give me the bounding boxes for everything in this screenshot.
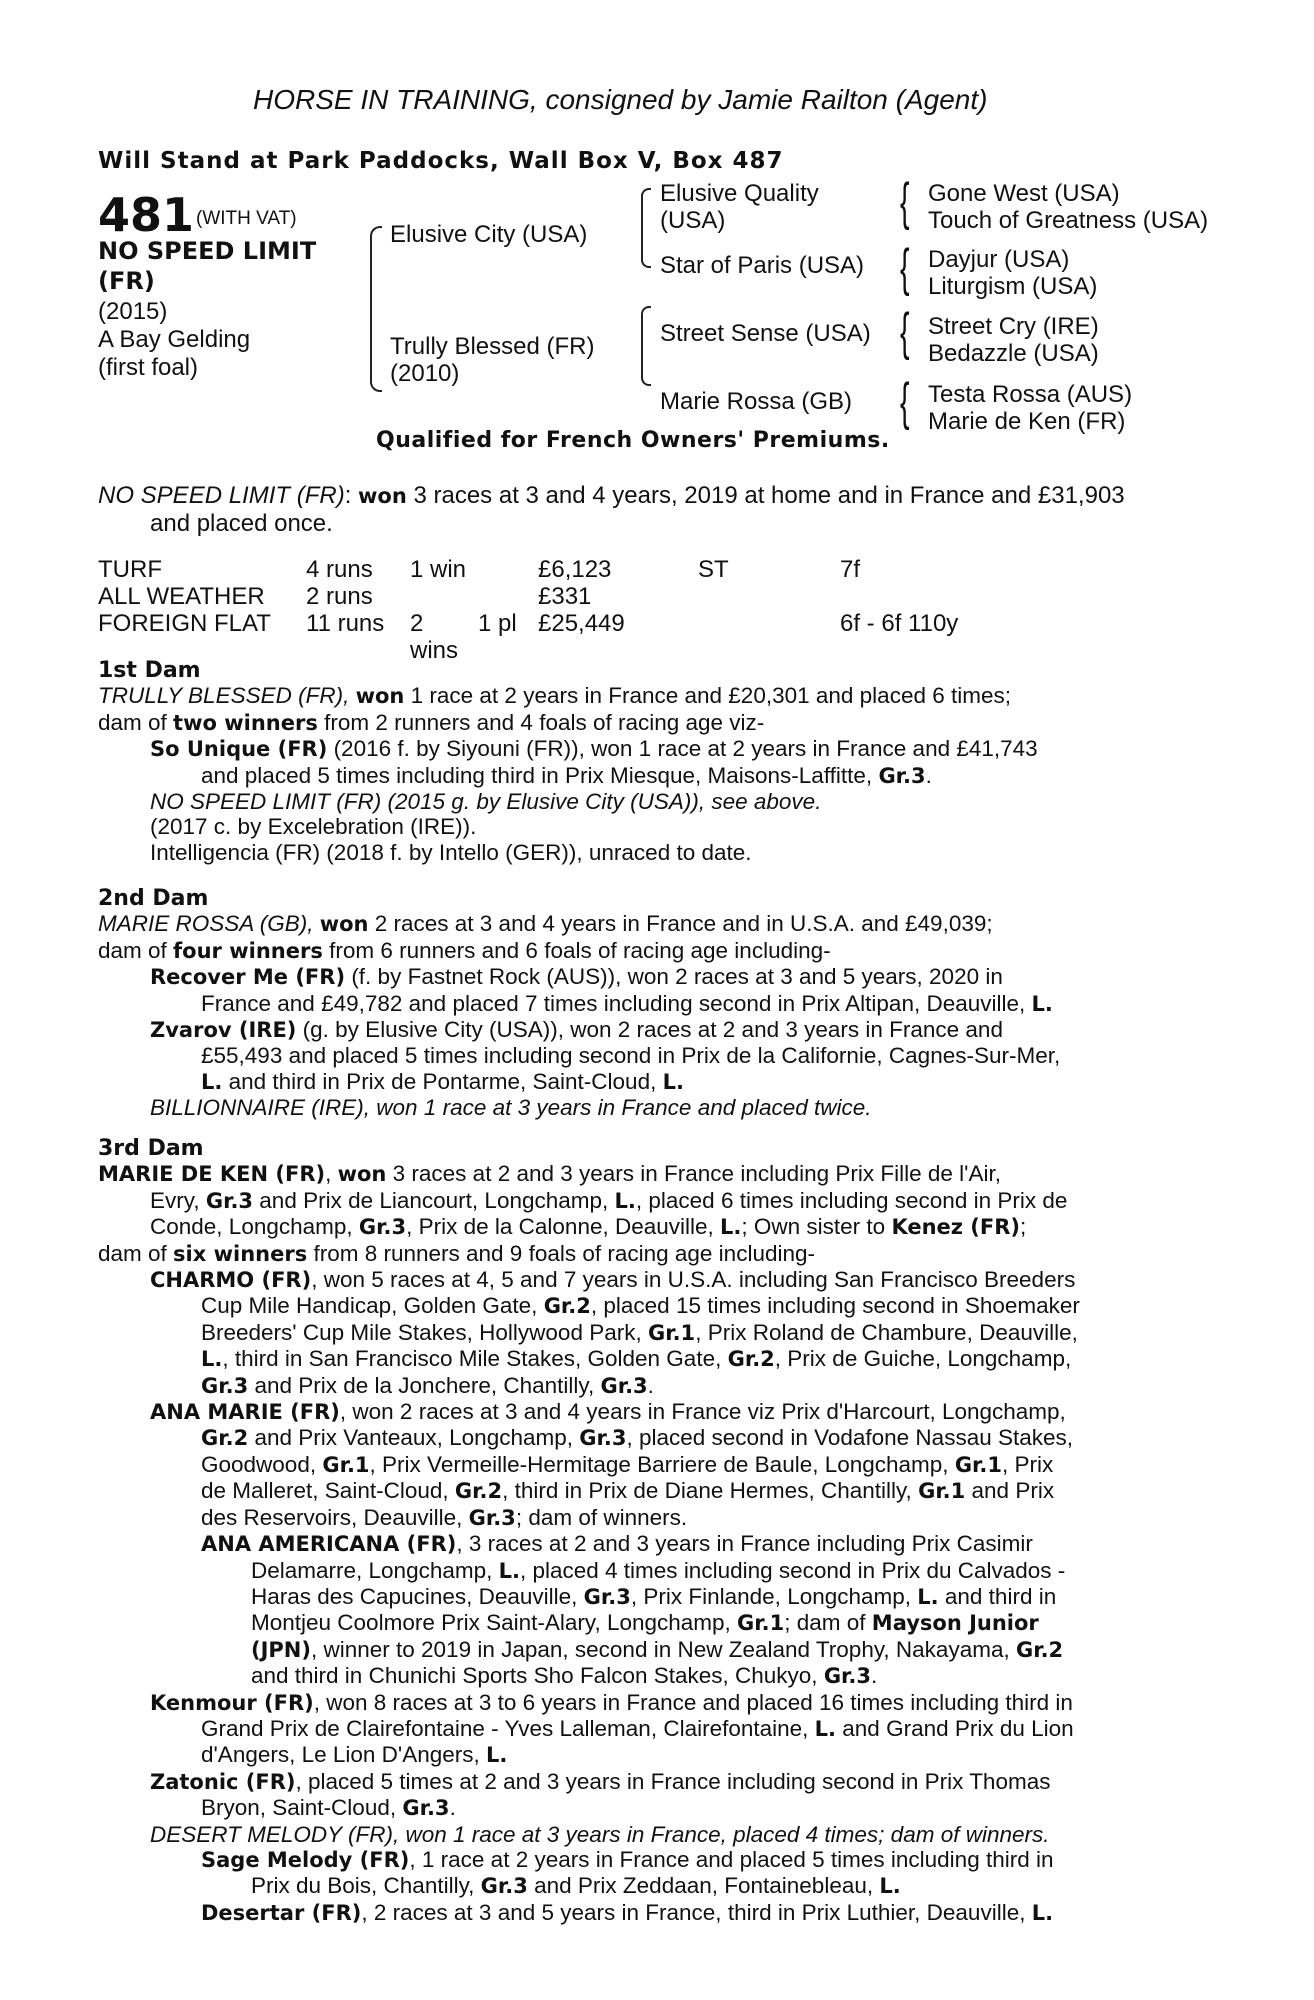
gen3-8: Marie de Ken (FR) [928,408,1126,435]
text: France and £49,782 and placed 7 times including second in Prix Altipan, Deauville, [201,990,1032,1016]
text: Haras des Capucines, Deauville, [251,1583,584,1609]
won-label: won [319,912,369,937]
grade: Gr.2 [1015,1637,1064,1662]
sire-sire-line1: Elusive Quality [660,180,819,207]
text: . [925,762,932,788]
progeny-record: (g. by Elusive City (USA)), won 2 races at 2 and 3 years in France and [296,1017,1003,1043]
lot-number: 481 [98,188,195,242]
text: , [325,1161,338,1187]
listed: L. [201,1069,223,1094]
won-label: won [337,1162,387,1187]
record-surface: ALL WEATHER [98,583,265,610]
text: . [449,1795,456,1821]
text: , won 2 races at 3 and 4 years in France viz Prix d'Harcourt, Longchamp, [339,1399,1066,1425]
text: from 6 runners and 6 foals of racing age including- [322,937,831,963]
text: , won 5 races at 4, 5 and 7 years in U.S.A. including San Francisco Breeders [311,1267,1076,1293]
text: , 1 race at 2 years in France and placed 5 times including third in [409,1846,1054,1872]
qualified-note: Qualified for French Owners' Premiums. [376,428,890,453]
text: des Reservoirs, Deauville, [201,1504,469,1530]
listed: L. [1031,991,1053,1016]
vat-note: (WITH VAT) [196,208,297,229]
progeny-name: ANA MARIE (FR) [150,1400,340,1425]
grade: Gr.3 [480,1874,528,1899]
text: Grand Prix de Clairefontaine - Yves Lalleman, Clairefontaine, [201,1715,815,1741]
text: dam of [98,709,174,735]
progeny-name: Kenmour (FR) [150,1690,314,1715]
progeny-line: NO SPEED LIMIT (FR) (2015 g. by Elusive City (USA)), see above. [150,789,822,815]
grade: Gr.3 [358,1215,407,1240]
listed: L. [662,1069,684,1094]
text: , placed 5 times at 2 and 3 years in France including second in Prix Thomas [295,1768,1051,1794]
text: from 8 runners and 9 foals of racing age including- [307,1240,815,1266]
text: Goodwood, [201,1451,323,1477]
horse-name-line2: (FR) [98,267,155,295]
sire-sire [660,180,819,234]
grade: Gr.3 [878,763,926,788]
grade: Gr.2 [543,1294,591,1319]
progeny-name: Desertar (FR) [201,1900,362,1925]
progeny-name: Sage Melody (FR) [201,1847,410,1872]
gen3-7: Testa Rossa (AUS) [928,381,1133,408]
text: and third in [938,1583,1057,1609]
summary-won: won [358,484,407,508]
text: from 2 runners and 4 foals of racing age viz- [317,709,765,735]
text: ; dam of winners. [515,1504,688,1530]
record-going [698,610,840,664]
gen3-1: Gone West (USA) [928,180,1120,207]
listed: L. [917,1584,939,1609]
text: , third in Prix de Diane Hermes, Chantilly, [502,1478,919,1504]
race-record-table [98,556,958,664]
record-wins: 1 win [410,556,467,583]
text: . [871,1663,878,1689]
first-dam-record: 1 race at 2 years in France and £20,301 and placed 6 times; [404,683,1011,709]
sire-sire-line2: (USA) [660,207,726,234]
text: Montjeu Coolmore Prix Saint-Alary, Longchamp, [251,1610,738,1636]
foal-note: (first foal) [98,354,199,381]
table-row [98,583,958,610]
second-dam-record: 2 races at 3 and 4 years in France and in U.S.A. and £49,039; [368,911,993,937]
race-summary [98,482,1125,538]
text: , 3 races at 2 and 3 years in France including Prix Casimir [456,1531,1033,1557]
progeny-line: DESERT MELODY (FR), won 1 race at 3 years in France, placed 4 times; dam of winners. [150,1821,1050,1847]
pedigree-bracket-sire [641,188,651,268]
record-going: ST [698,556,729,583]
text: , Prix de Guiche, Longchamp, [774,1346,1072,1372]
record-prize: £25,449 [538,610,625,637]
text: Conde, Longchamp, [150,1214,359,1240]
pedigree-bracket-dam [641,306,651,386]
progeny-name: Zvarov (IRE) [150,1018,297,1043]
record-placed: 1 pl [478,610,517,637]
text: . [647,1372,654,1398]
gen3-5: Street Cry (IRE) [928,313,1099,340]
gen3-6: Bedazzle (USA) [928,340,1099,367]
table-row [98,556,958,583]
grade: Gr.3 [600,1373,648,1398]
listed: L. [201,1347,223,1372]
brace-3: { [900,303,910,361]
record-distance: 6f - 6f 110y [840,610,959,637]
sire: Elusive City (USA) [390,221,588,248]
text: and Prix Vanteaux, Longchamp, [248,1425,580,1451]
first-dam-name: TRULLY BLESSED (FR), [98,683,356,709]
text: , Prix Roland de Chambure, Deauville, [695,1319,1078,1345]
record-prize: £331 [538,583,592,610]
text: , placed 6 times including second in Prix de [635,1187,1068,1213]
text: de Malleret, Saint-Cloud, [201,1478,455,1504]
winners-count: two winners [173,710,318,735]
record-placed [478,583,538,610]
grade: Gr.3 [468,1505,516,1530]
text: and Prix de la Jonchere, Chantilly, [248,1372,601,1398]
won-label: won [355,684,405,709]
horse-details [98,298,250,382]
dam-year: (2010) [390,360,460,387]
grade: Gr.2 [201,1426,249,1451]
brace-2: { [900,239,910,297]
stand-location: Will Stand at Park Paddocks, Wall Box V, Box 487 [98,148,784,174]
progeny-line: Intelligencia (FR) (2018 f. by Intello (GER)), unraced to date. [150,839,752,865]
progeny-name: Mayson Junior [871,1611,1039,1636]
text: , Prix [1002,1451,1054,1477]
text: , placed 4 times including second in Prix du Calvados - [519,1557,1066,1583]
record-runs: 2 runs [306,583,373,610]
second-dam-heading: 2nd Dam [98,886,209,911]
text: , placed 15 times including second in Shoemaker [590,1293,1080,1319]
third-dam-section [98,1136,1210,1926]
text: , 2 races at 3 and 5 years in France, third in Prix Luthier, Deauville, [361,1899,1032,1925]
summary-colon: : [344,482,359,509]
pedigree-bracket-main [370,226,382,392]
foaling-year: (2015) [98,298,168,325]
text: , third in San Francisco Mile Stakes, Golden Gate, [222,1346,728,1372]
text: Breeders' Cup Mile Stakes, Hollywood Park, [201,1319,648,1345]
text: dam of [98,1240,174,1266]
sibling-name: Kenez (FR) [891,1215,1021,1240]
second-dam-section [98,886,1210,1121]
text: dam of [98,937,174,963]
summary-text: 3 races at 3 and 4 years, 2019 at home and in France and £31,903 [406,482,1125,509]
text: Prix du Bois, Chantilly, [251,1873,481,1899]
progeny-name: Zatonic (FR) [150,1769,296,1794]
text: Bryon, Saint-Cloud, [201,1795,403,1821]
grade: Gr.1 [322,1452,370,1477]
grade: Gr.1 [647,1320,696,1345]
listed: L. [879,1874,901,1899]
first-dam-section [98,658,1210,865]
listed: L. [720,1215,742,1240]
record-wins [410,583,478,610]
progeny-name: (JPN) [251,1637,311,1662]
grade: Gr.1 [737,1611,785,1636]
listed: L. [1031,1900,1054,1925]
text: d'Angers, Le Lion D'Angers, [201,1742,487,1768]
text: and Grand Prix du Lion [836,1715,1074,1741]
text: and placed 5 times including third in Prix Miesque, Maisons-Laffitte, [201,762,879,788]
grade: Gr.3 [823,1664,872,1689]
text: and Prix Zeddaan, Fontainebleau, [527,1873,880,1899]
summary-horse: NO SPEED LIMIT (FR) [98,482,345,509]
horse-name-line1: NO SPEED LIMIT [98,237,317,265]
winners-count: four winners [173,938,323,963]
grade: Gr.2 [454,1479,503,1504]
first-dam-heading: 1st Dam [98,658,201,683]
listed: L. [498,1558,520,1583]
text: ; dam of [784,1610,872,1636]
record-distance: 7f [840,556,861,583]
winners-count: six winners [173,1241,308,1266]
text: and third in Prix de Pontarme, Saint-Cloud, [222,1068,663,1094]
grade: Gr.2 [727,1347,775,1372]
horse-name [98,236,316,296]
sire-dam: Star of Paris (USA) [660,252,865,279]
grade: Gr.1 [918,1479,966,1504]
text: ; [1020,1214,1027,1240]
progeny-line: BILLIONNAIRE (IRE), won 1 race at 3 years in France and placed twice. [150,1095,872,1121]
record-placed [478,556,538,583]
text: Evry, [150,1187,206,1213]
progeny-name: ANA AMERICANA (FR) [201,1532,457,1557]
progeny-name: CHARMO (FR) [150,1268,312,1293]
grade: Gr.3 [583,1584,631,1609]
record-surface: FOREIGN FLAT [98,610,271,637]
text: 3 races at 2 and 3 years in France including Prix Fille de l'Air, [386,1161,1001,1187]
gen3-3: Dayjur (USA) [928,246,1070,273]
third-dam-name: MARIE DE KEN (FR) [98,1162,326,1187]
progeny-name: Recover Me (FR) [150,965,346,990]
third-dam-heading: 3rd Dam [98,1136,204,1161]
second-dam-name: MARIE ROSSA (GB), [98,911,320,937]
record-runs: 4 runs [306,556,373,583]
gen3-2: Touch of Greatness (USA) [928,207,1209,234]
summary-text-2: and placed once. [150,510,333,537]
text: , winner to 2019 in Japan, second in New Zealand Trophy, Nakayama, [310,1636,1016,1662]
gen3-4: Liturgism (USA) [928,273,1098,300]
text: , Prix Vermeille-Hermitage Barriere de Baule, Longchamp, [369,1451,955,1477]
text: , placed second in Vodafone Nassau Stakes, [626,1425,1074,1451]
progeny-record: (2016 f. by Siyouni (FR)), won 1 race at 2 years in France and £41,743 [327,736,1038,762]
dam-dam: Marie Rossa (GB) [660,388,853,415]
text: and Prix [965,1478,1055,1504]
brace-4: { [900,373,910,431]
grade: Gr.3 [579,1426,627,1451]
page-header: HORSE IN TRAINING, consigned by Jamie Railton (Agent) [253,84,988,115]
text: and Prix de Liancourt, Longchamp, [253,1187,615,1213]
progeny-name: So Unique (FR) [150,737,328,762]
text: £55,493 and placed 5 times including second in Prix de la Californie, Cagnes-Sur-Mer, [201,1043,1061,1069]
record-runs: 11 runs [306,610,385,637]
text: Delamarre, Longchamp, [251,1557,499,1583]
text: and third in Chunichi Sports Sho Falcon Stakes, Chukyo, [251,1663,824,1689]
listed: L. [614,1188,636,1213]
grade: Gr.1 [954,1452,1003,1477]
text: , won 8 races at 3 to 6 years in France and placed 16 times including third in [313,1689,1073,1715]
dam-sire: Street Sense (USA) [660,320,871,347]
text: , Prix de la Calonne, Deauville, [406,1214,721,1240]
grade: Gr.3 [201,1373,249,1398]
record-wins: 2 wins [410,610,459,664]
brace-1: { [900,173,910,231]
listed: L. [486,1743,508,1768]
listed: L. [814,1716,837,1741]
progeny-line: (2017 c. by Excelebration (IRE)). [150,814,477,840]
text: , Prix Finlande, Longchamp, [630,1583,918,1609]
grade: Gr.3 [402,1796,450,1821]
text: ; Own sister to [741,1214,892,1240]
dam: Trully Blessed (FR) [390,333,595,360]
text: Cup Mile Handicap, Golden Gate, [201,1293,544,1319]
record-prize: £6,123 [538,556,612,583]
table-row [98,610,958,664]
grade: Gr.3 [205,1188,254,1213]
record-distance [840,583,958,610]
record-surface: TURF [98,556,162,583]
horse-description: A Bay Gelding [98,326,251,353]
record-going [698,583,840,610]
progeny-record: (f. by Fastnet Rock (AUS)), won 2 races at 3 and 5 years, 2020 in [345,964,1003,990]
